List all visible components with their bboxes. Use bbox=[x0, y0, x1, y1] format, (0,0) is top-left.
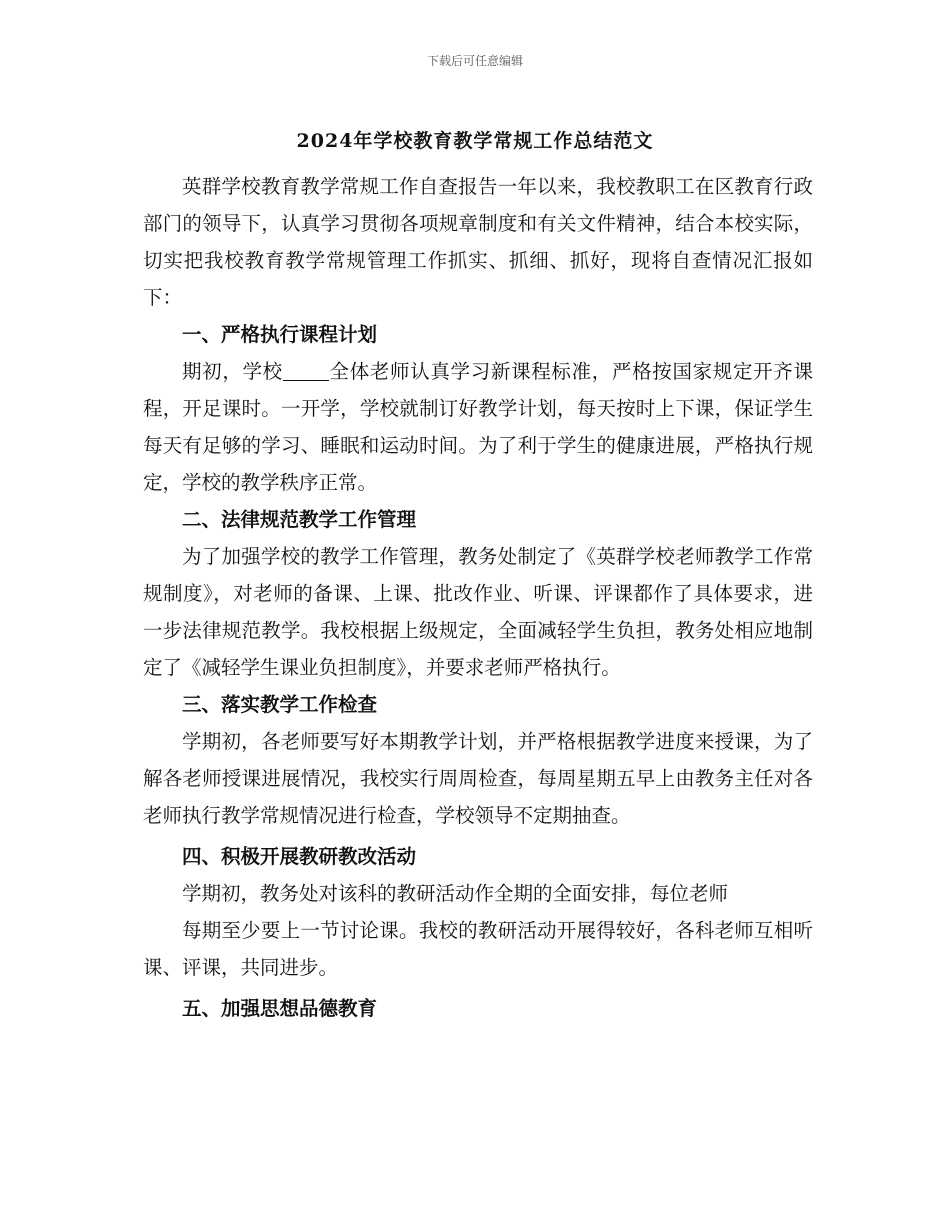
section-3-heading: 三、落实教学工作检查 bbox=[182, 693, 378, 716]
section-1-paragraph bbox=[143, 353, 813, 501]
section-1-text-rest: 全体老师认真学习新课程标准，严格按国家规定开齐课程，开足课时。一开学，学校就制订好教学计划，每天按时上下课，保证学生每天有足够的学习、睡眠和运动时间。为了利于学生的健康进展，严格执行规定，学校的教学秩序正常。 bbox=[143, 360, 813, 494]
section-2-paragraph: 为了加强学校的教学工作管理，教务处制定了《英群学校老师教学工作常规制度》，对老师的备课、上课、批改作业、听课、评课都作了具体要求，进一步法律规范教学。我校根据上级规定，全面减轻学生负担，教务处相应地制定了《减轻学生课业负担制度》，并要求老师严格执行。 bbox=[143, 545, 813, 679]
section-5-heading: 五、加强思想品德教育 bbox=[182, 997, 378, 1020]
fill-in-blank bbox=[283, 361, 329, 382]
section-4-heading: 四、积极开展教研教改活动 bbox=[182, 845, 417, 868]
section-2-heading: 二、法律规范教学工作管理 bbox=[182, 508, 417, 531]
section-4-paragraph-line1: 学期初，教务处对该科的教研活动作全期的全面安排，每位老师 bbox=[182, 882, 729, 905]
section-1-heading: 一、严格执行课程计划 bbox=[182, 323, 378, 346]
section-1-text-start: 期初，学校 bbox=[182, 360, 283, 383]
section-4-paragraph-line2: 每期至少要上一节讨论课。我校的教研活动开展得较好，各科老师互相听课、评课，共同进步。 bbox=[143, 919, 813, 979]
document-body bbox=[143, 168, 813, 1027]
page-header-note: 下载后可任意编辑 bbox=[426, 54, 523, 68]
intro-paragraph: 英群学校教育教学常规工作自查报告一年以来，我校教职工在区教育行政部门的领导下，认真学习贯彻各项规章制度和有关文件精神，结合本校实际，切实把我校教育教学常规管理工作抓实、抓细、抓好，现将自查情况汇报如下： bbox=[143, 175, 813, 309]
section-3-paragraph: 学期初，各老师要写好本期教学计划，并严格根据教学进度来授课，为了解各老师授课进展情况，我校实行周周检查，每周星期五早上由教务主任对各老师执行教学常规情况进行检查，学校领导不定期抽查。 bbox=[143, 730, 813, 827]
document-title: 2024年学校教育教学常规工作总结范文 bbox=[296, 130, 654, 152]
